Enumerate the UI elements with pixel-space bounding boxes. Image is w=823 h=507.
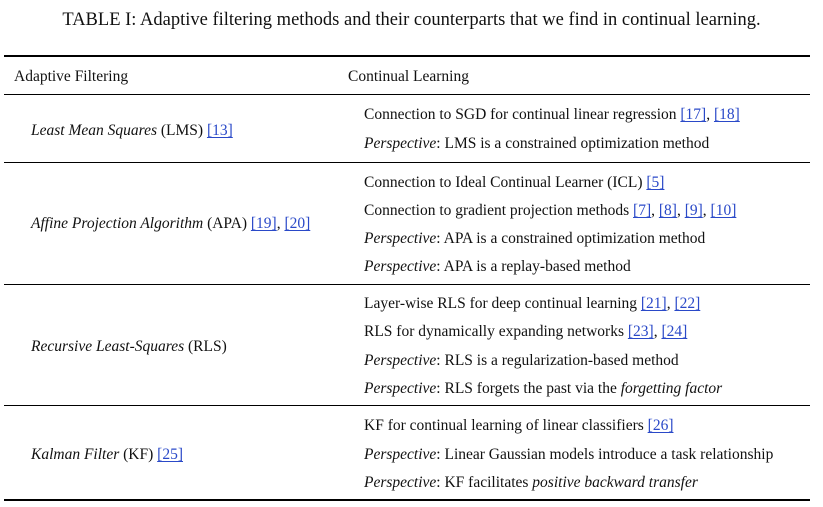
item-apa-perspective-2 bbox=[364, 258, 631, 276]
table-caption: TABLE I: Adaptive filtering methods and their counterparts that we find in continual learning. bbox=[62, 10, 761, 30]
citation-link[interactable]: [24] bbox=[661, 323, 688, 340]
item-emphasis: positive backward transfer bbox=[532, 474, 698, 491]
item-apa-gradient: Connection to gradient projection methods [7], [8], [9], [10] bbox=[364, 202, 737, 219]
method-abbr: (RLS) bbox=[184, 338, 227, 355]
bottom-rule bbox=[4, 499, 810, 501]
item-apa-perspective-1 bbox=[364, 230, 705, 248]
item-text: : APA is a constrained optimization method bbox=[436, 230, 706, 247]
item-rls-layerwise: Layer-wise RLS for deep continual learning [21], [22] bbox=[364, 295, 701, 312]
method-name: Recursive Least-Squares bbox=[31, 338, 185, 355]
header-continual-learning: Continual Learning bbox=[348, 68, 469, 85]
citation-link[interactable]: [8] bbox=[658, 202, 677, 219]
item-lms-perspective bbox=[364, 135, 709, 153]
item-text: : LMS is a constrained optimization method bbox=[436, 135, 710, 152]
citation-link[interactable]: [21] bbox=[640, 295, 667, 312]
row-rule bbox=[4, 405, 810, 406]
item-text: : RLS is a regularization-based method bbox=[436, 352, 679, 369]
method-abbr: (APA) bbox=[203, 215, 251, 232]
item-rls-perspective-2 bbox=[364, 380, 722, 398]
item-text: RLS for dynamically expanding networks bbox=[364, 323, 628, 340]
row-rule bbox=[4, 162, 810, 163]
citation-link[interactable]: [25] bbox=[157, 446, 183, 463]
header-adaptive-filtering: Adaptive Filtering bbox=[14, 68, 129, 85]
citation-link[interactable]: [19] bbox=[250, 215, 277, 232]
item-text: : RLS forgets the past via the bbox=[436, 380, 621, 397]
item-text: Connection to SGD for continual linear regression bbox=[364, 106, 681, 123]
item-rls-expanding: RLS for dynamically expanding networks [23], [24] bbox=[364, 323, 688, 340]
item-emphasis: forgetting factor bbox=[620, 380, 723, 397]
method-name: Kalman Filter bbox=[31, 446, 120, 463]
item-text: Connection to Ideal Continual Learner (ICL) bbox=[364, 174, 647, 191]
item-text: KF for continual learning of linear classifiers bbox=[364, 417, 648, 434]
citation-link[interactable]: [22] bbox=[674, 295, 701, 312]
method-lms bbox=[31, 122, 233, 140]
perspective-label: Perspective bbox=[364, 230, 437, 247]
citation-link[interactable]: [7] bbox=[633, 202, 652, 219]
citation-link[interactable]: [26] bbox=[647, 417, 674, 434]
method-apa: Affine Projection Algorithm (APA) [19], [20] bbox=[31, 215, 311, 232]
citation-link[interactable]: [18] bbox=[713, 106, 740, 123]
perspective-label: Perspective bbox=[364, 135, 437, 152]
citation-link[interactable]: [13] bbox=[206, 122, 233, 139]
item-text: Connection to gradient projection methods bbox=[364, 202, 634, 219]
item-kf-classifiers bbox=[364, 417, 673, 435]
item-text: : APA is a replay-based method bbox=[436, 258, 631, 275]
perspective-label: Perspective bbox=[364, 258, 437, 275]
top-rule bbox=[4, 55, 810, 57]
item-text: Layer-wise RLS for deep continual learning bbox=[364, 295, 641, 312]
citation-link[interactable]: [5] bbox=[646, 174, 665, 191]
item-lms-sgd: Connection to SGD for continual linear regression [17], [18] bbox=[364, 106, 740, 123]
citation-link[interactable]: [23] bbox=[627, 323, 654, 340]
item-rls-perspective-1 bbox=[364, 352, 679, 370]
perspective-label: Perspective bbox=[364, 380, 437, 397]
header-rule bbox=[4, 94, 810, 95]
item-text: : KF facilitates bbox=[436, 474, 533, 491]
method-abbr: (KF) bbox=[119, 446, 158, 463]
method-abbr: (LMS) bbox=[157, 122, 207, 139]
method-rls bbox=[31, 338, 227, 356]
citation-link[interactable]: [17] bbox=[680, 106, 707, 123]
method-kf bbox=[31, 446, 183, 464]
citation-link[interactable]: [10] bbox=[710, 202, 737, 219]
citation-link[interactable]: [20] bbox=[284, 215, 311, 232]
perspective-label: Perspective bbox=[364, 474, 437, 491]
method-name: Least Mean Squares bbox=[31, 122, 157, 139]
item-text: : Linear Gaussian models introduce a task relationship bbox=[436, 446, 774, 463]
item-apa-icl bbox=[364, 174, 664, 192]
item-kf-perspective-2 bbox=[364, 474, 698, 492]
citation-link[interactable]: [9] bbox=[684, 202, 703, 219]
row-rule bbox=[4, 284, 810, 285]
perspective-label: Perspective bbox=[364, 352, 437, 369]
method-name: Affine Projection Algorithm bbox=[31, 215, 204, 232]
perspective-label: Perspective bbox=[364, 446, 437, 463]
item-kf-perspective-1 bbox=[364, 446, 773, 464]
